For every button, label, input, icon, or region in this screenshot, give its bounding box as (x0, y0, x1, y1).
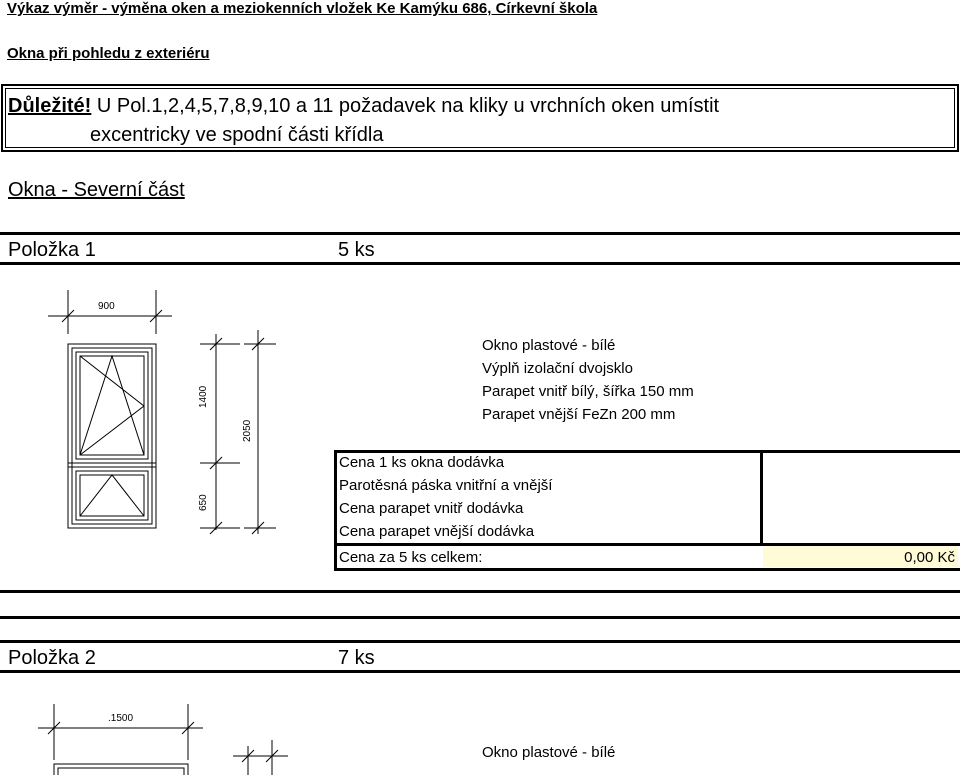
item1-desc-line: Výplň izolační dvojsklo (482, 360, 633, 377)
separator-top (0, 590, 960, 593)
item1-header-border (0, 262, 960, 265)
separator-bottom (0, 616, 960, 619)
item1-total-value: 0,00 Kč (904, 549, 955, 566)
document-title: Výkaz výměr - výměna oken a meziokenních vložek Ke Kamýku 686, Církevní škola (7, 0, 598, 17)
item2-label: Položka 2 (8, 647, 96, 669)
item1-description (482, 334, 694, 426)
important-note-line1 (8, 94, 719, 118)
item1-quantity: 5 ks (338, 239, 375, 261)
item1-total-label: Cena za 5 ks celkem: (339, 549, 483, 566)
important-label: Důležité! (8, 95, 92, 117)
item1-dim-width: 900 (98, 301, 115, 312)
price-row-label: Cena parapet vnitř dodávka (339, 500, 524, 517)
price-row-label: Parotěsná páska vnitřní a vnější (339, 477, 553, 494)
document-subtitle: Okna při pohledu z exteriéru (7, 45, 210, 62)
item1-dim-lower: 650 (198, 494, 209, 511)
item2-desc-line: Okno plastové - bílé (482, 744, 616, 761)
item1-desc-line: Parapet vnitř bílý, šířka 150 mm (482, 383, 694, 400)
important-note-text: U Pol.1,2,4,5,7,8,9,10 a 11 požadavek na kliky u vrchních oken umístit (91, 95, 720, 117)
price-row-label: Cena parapet vnější dodávka (339, 523, 535, 540)
price-table-left (334, 450, 337, 571)
price-table-divider (760, 450, 763, 546)
item2-quantity: 7 ks (338, 647, 375, 669)
item2-top-border (0, 640, 960, 643)
item1-desc-line: Okno plastové - bílé (482, 337, 616, 354)
item1-desc-line: Parapet vnější FeZn 200 mm (482, 406, 676, 423)
section-title: Okna - Severní část (8, 179, 185, 201)
item1-label: Položka 1 (8, 239, 96, 261)
item1-dim-total: 2050 (242, 419, 253, 442)
item1-dim-upper: 1400 (198, 385, 209, 408)
item2-dim-width: .1500 (108, 713, 134, 724)
item1-price-rows (339, 451, 552, 543)
price-row-label: Cena 1 ks okna dodávka (339, 454, 505, 471)
important-note-line2: excentricky ve spodní části křídla (90, 124, 384, 146)
item1-top-border (0, 232, 960, 235)
item1-window-drawing (40, 290, 280, 550)
item2-header-border (0, 670, 960, 673)
item2-window-drawing (28, 700, 308, 775)
